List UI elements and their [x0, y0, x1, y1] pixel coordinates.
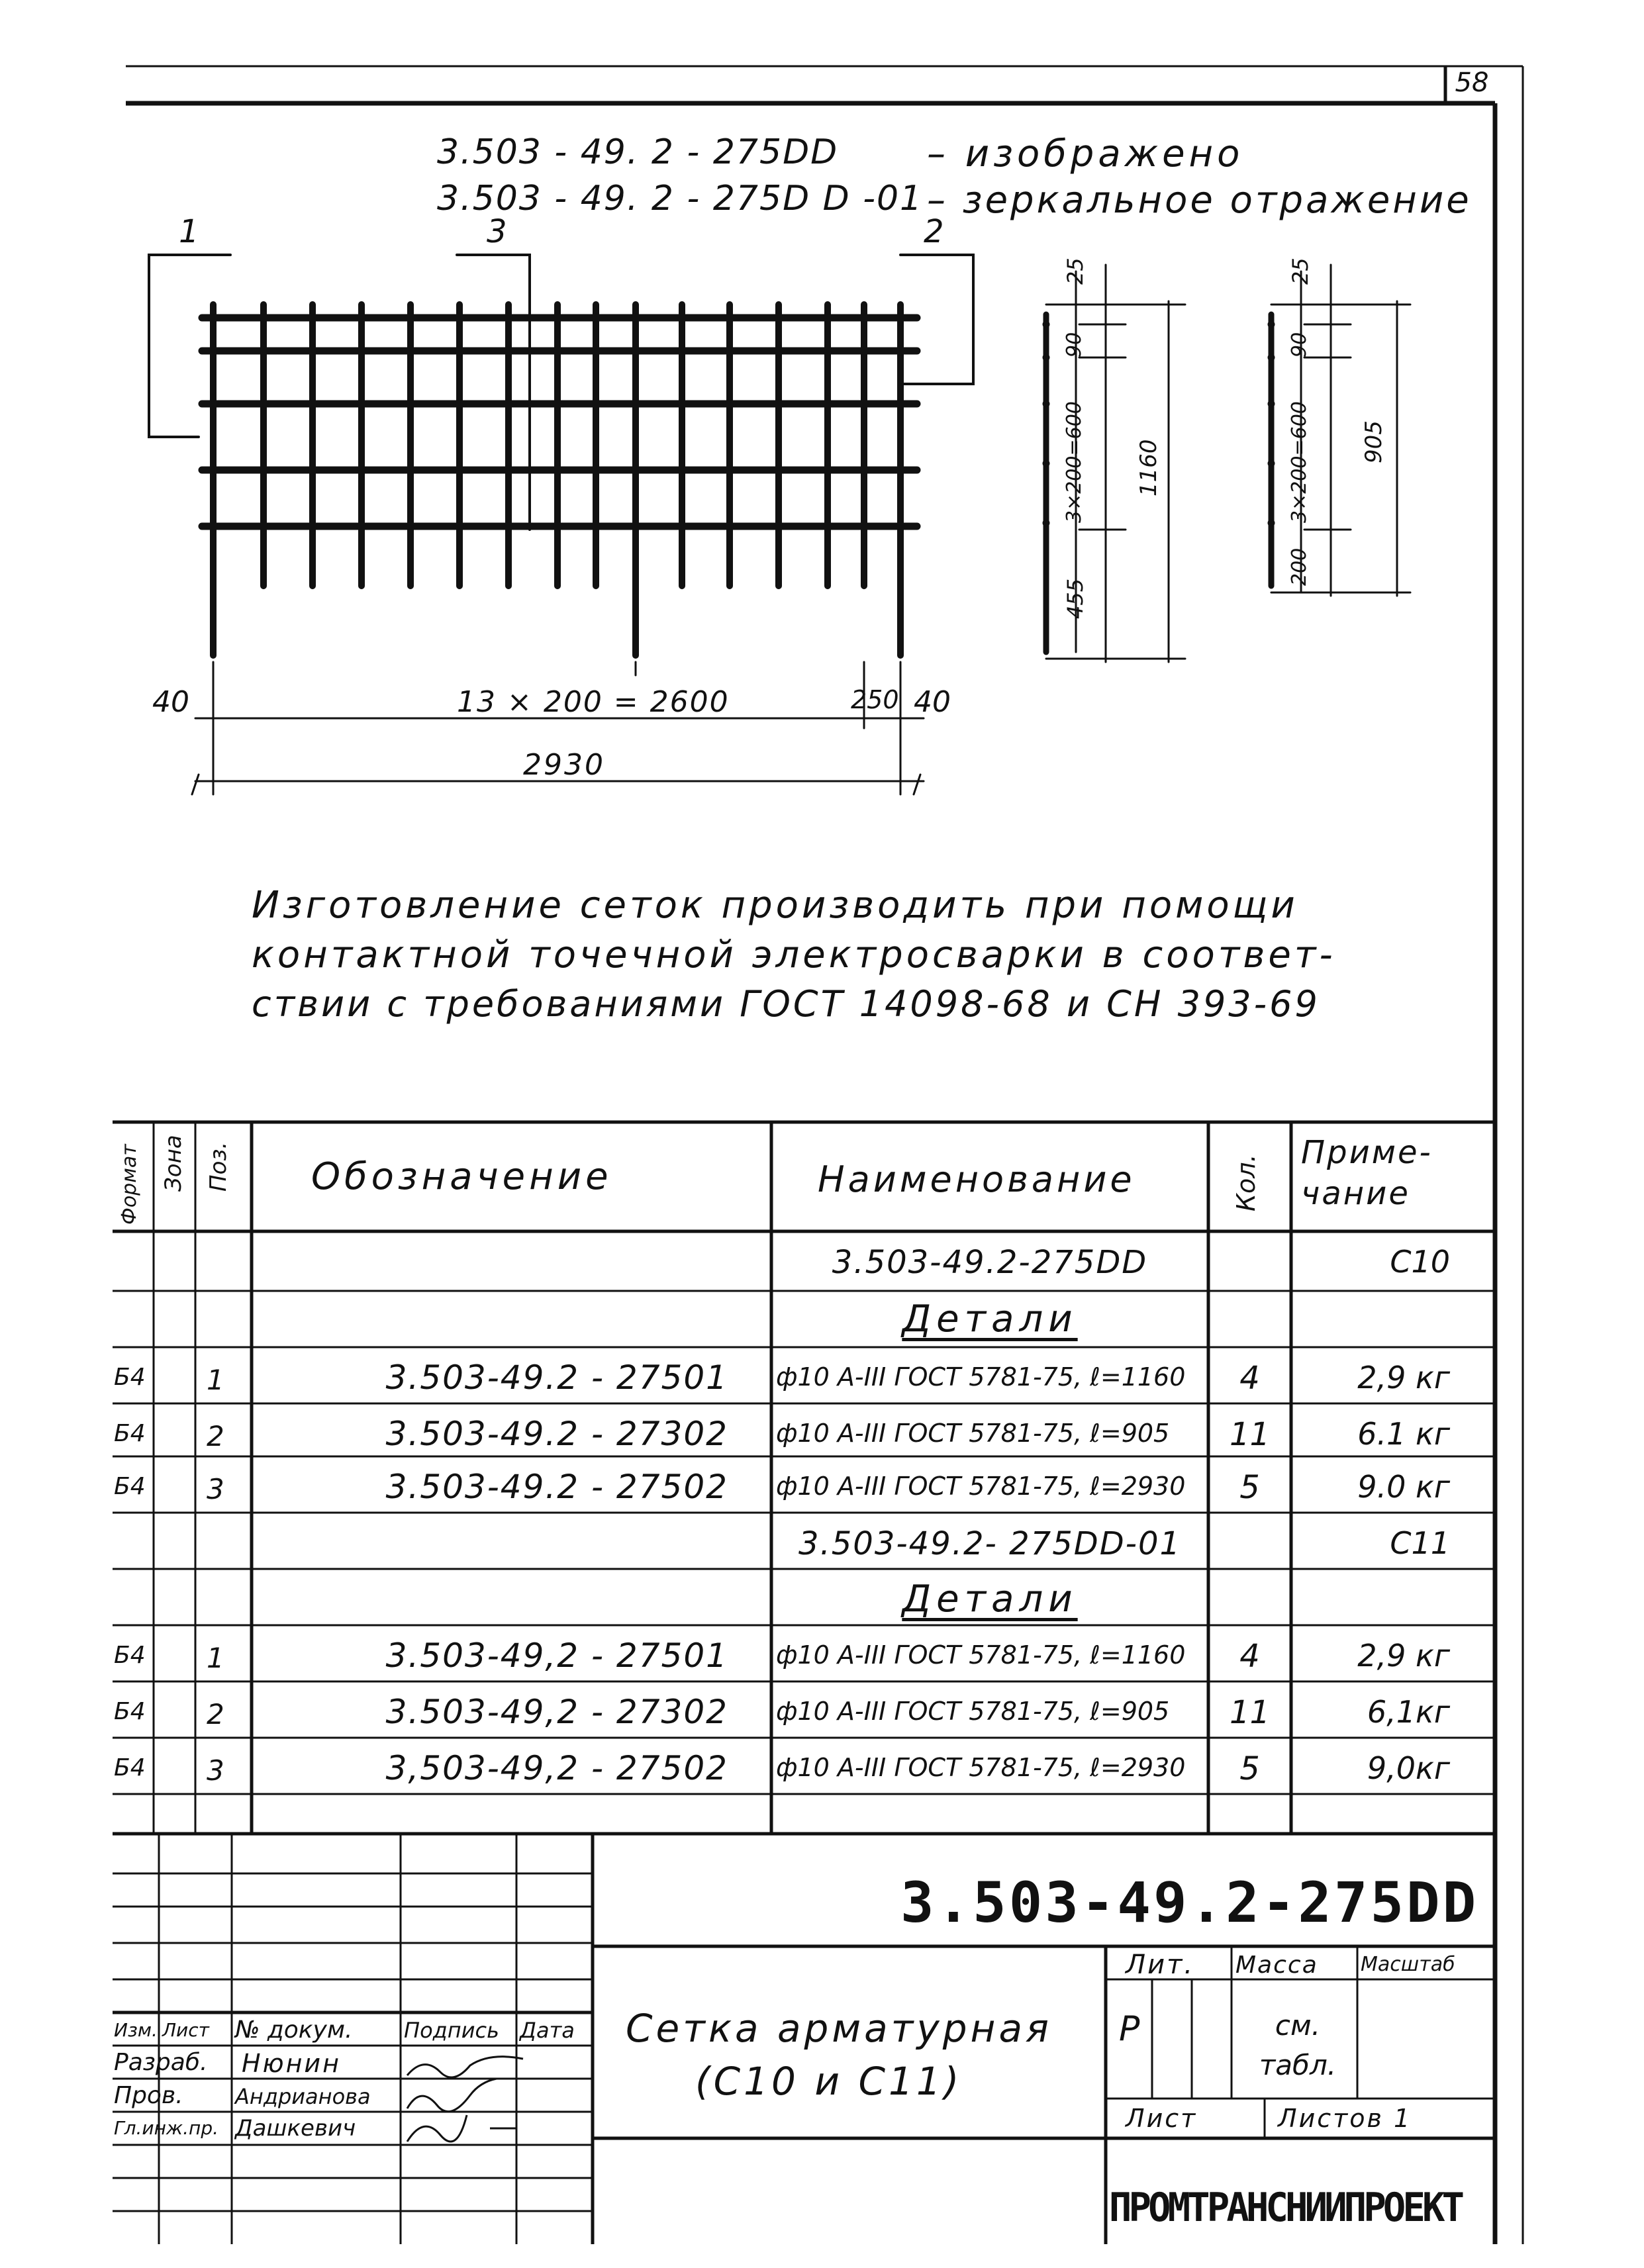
role-checker: Пров.: [114, 2082, 183, 2109]
row-designation: 3.503-49.2 - 27502: [385, 1468, 728, 1506]
row-qty: 5: [1239, 1750, 1260, 1787]
dim-right-40: 40: [914, 685, 951, 719]
row-format: Б4: [114, 1754, 146, 1781]
lit-value: Р: [1119, 2009, 1140, 2049]
variant-2-code: 3.503 - 49. 2 - 275D D -01: [437, 179, 924, 218]
name-checker: Андрианова: [235, 2084, 371, 2109]
row-note: 2,9 кг: [1357, 1638, 1450, 1674]
header-designation: Обозначение: [311, 1155, 612, 1198]
row-pos: 1: [207, 1642, 224, 1674]
sec2-total: 905: [1361, 420, 1387, 463]
header-name: Наименование: [818, 1158, 1136, 1200]
mass-label: Масса: [1235, 1952, 1318, 1979]
callout-2: 2: [924, 213, 944, 250]
row-designation: 3,503-49,2 - 27502: [385, 1749, 728, 1787]
row-designation: 3.503-49,2 - 27302: [385, 1693, 728, 1731]
lit-label: Лит.: [1126, 1950, 1195, 1980]
hdr-list: Лист: [162, 2019, 209, 2041]
callout-3: 3: [487, 213, 507, 250]
note-line-2: контактной точечной электросварки в соответ-: [252, 933, 1336, 976]
sheets-label: Листов 1: [1278, 2104, 1412, 2133]
row-note: C10: [1390, 1244, 1450, 1280]
sheet-number: 58: [1455, 68, 1489, 98]
sec1-total: 1160: [1136, 439, 1162, 496]
row-note: 9.0 кг: [1357, 1469, 1450, 1505]
row-assembly-name: 3.503-49.2- 275DD-01: [798, 1525, 1182, 1562]
row-designation: 3.503-49.2 - 27302: [385, 1415, 728, 1453]
sec2-bottom: 200: [1288, 547, 1311, 586]
row-name: ф10 A-III ГОСТ 5781-75, ℓ=905: [776, 1419, 1170, 1448]
variant-1-code: 3.503 - 49. 2 - 275DD: [437, 132, 839, 172]
header-format: Формат: [118, 1144, 141, 1225]
row-pos: 3: [207, 1473, 224, 1505]
name-developer: Нюнин: [242, 2049, 341, 2078]
doc-code: 3.503-49.2-275DD: [900, 1870, 1479, 1935]
row-qty: 11: [1229, 1694, 1271, 1731]
row-name: ф10 A-III ГОСТ 5781-75, ℓ=1160: [776, 1640, 1186, 1670]
hdr-date: Дата: [520, 2018, 575, 2043]
row-pos: 3: [207, 1754, 224, 1787]
row-name: ф10 A-III ГОСТ 5781-75, ℓ=1160: [776, 1362, 1186, 1392]
hdr-doc: № докум.: [235, 2016, 353, 2044]
mass-value: см. табл.: [1259, 2009, 1337, 2081]
sec2-pitch: 3×200=600: [1288, 401, 1311, 523]
callout-1: 1: [179, 213, 199, 250]
note-line-3: ствии с требованиями ГОСТ 14098-68 и СН 393-69: [252, 983, 1320, 1025]
row-qty: 5: [1239, 1469, 1260, 1506]
org-name-box: [1109, 2185, 1496, 2244]
row-note: 9,0кг: [1367, 1750, 1450, 1786]
role-developer: Разраб.: [114, 2049, 208, 2076]
row-note: 6,1кг: [1367, 1694, 1450, 1730]
row-name: ф10 A-III ГОСТ 5781-75, ℓ=905: [776, 1697, 1170, 1726]
row-format: Б4: [114, 1420, 146, 1447]
row-designation: 3.503-49,2 - 27501: [385, 1636, 728, 1675]
row-note: 2,9 кг: [1357, 1360, 1450, 1395]
row-name: ф10 A-III ГОСТ 5781-75, ℓ=2930: [776, 1472, 1186, 1501]
title-line-1: Сетка арматурная: [626, 2006, 1052, 2051]
row-note: C11: [1390, 1525, 1450, 1561]
row-pos: 2: [207, 1420, 224, 1452]
row-designation: 3.503-49.2 - 27501: [385, 1358, 728, 1397]
role-chief-engineer: Гл.инж.пр.: [114, 2117, 219, 2139]
dim-left-40: 40: [152, 685, 189, 719]
row-qty: 11: [1229, 1416, 1271, 1453]
row-name: ф10 A-III ГОСТ 5781-75, ℓ=2930: [776, 1753, 1186, 1782]
header-zone: Зона: [160, 1135, 187, 1192]
header-note: Приме- чание: [1301, 1134, 1433, 1212]
variant-1-desc: – изображено: [927, 132, 1244, 175]
sec1-pitch: 3×200=600: [1063, 401, 1086, 523]
hdr-sign: Подпись: [404, 2018, 499, 2043]
dim-pitch: 13 × 200 = 2600: [457, 685, 730, 719]
row-format: Б4: [114, 1642, 146, 1669]
row-format: Б4: [114, 1473, 146, 1500]
name-chief-engineer: Дашкевич: [235, 2115, 356, 2142]
row-pos: 2: [207, 1698, 224, 1730]
row-section-title: Детали: [902, 1578, 1078, 1621]
sec1-bottom: 455: [1063, 578, 1088, 619]
row-assembly-name: 3.503-49.2-275DD: [832, 1244, 1148, 1281]
row-format: Б4: [114, 1698, 146, 1725]
row-qty: 4: [1239, 1638, 1260, 1675]
scale-label: Масштаб: [1361, 1953, 1455, 1976]
sec2-gap: 90: [1288, 332, 1311, 357]
title-line-2: (C10 и C11): [695, 2059, 963, 2104]
row-note: 6.1 кг: [1357, 1416, 1450, 1452]
hdr-izm: Изм.: [114, 2019, 158, 2041]
note-line-1: Изготовление сеток производить при помощи: [252, 884, 1298, 927]
sec2-top: 25: [1288, 258, 1313, 285]
row-pos: 1: [207, 1364, 224, 1396]
org-name: ПРОМТРАНСНИИПРОЕКТ: [1109, 2185, 1462, 2231]
sheet-label: Лист: [1126, 2104, 1198, 2133]
row-qty: 4: [1239, 1360, 1260, 1397]
header-pos: Поз.: [205, 1141, 232, 1192]
row-section-title: Детали: [902, 1298, 1078, 1341]
variant-2-desc: – зеркальное отражение: [927, 179, 1472, 222]
dim-250: 250: [851, 685, 899, 714]
dim-overall: 2930: [523, 748, 605, 782]
sec1-gap: 90: [1063, 332, 1086, 357]
row-format: Б4: [114, 1364, 146, 1391]
header-qty: Кол.: [1232, 1154, 1261, 1211]
sec1-top: 25: [1063, 258, 1088, 285]
